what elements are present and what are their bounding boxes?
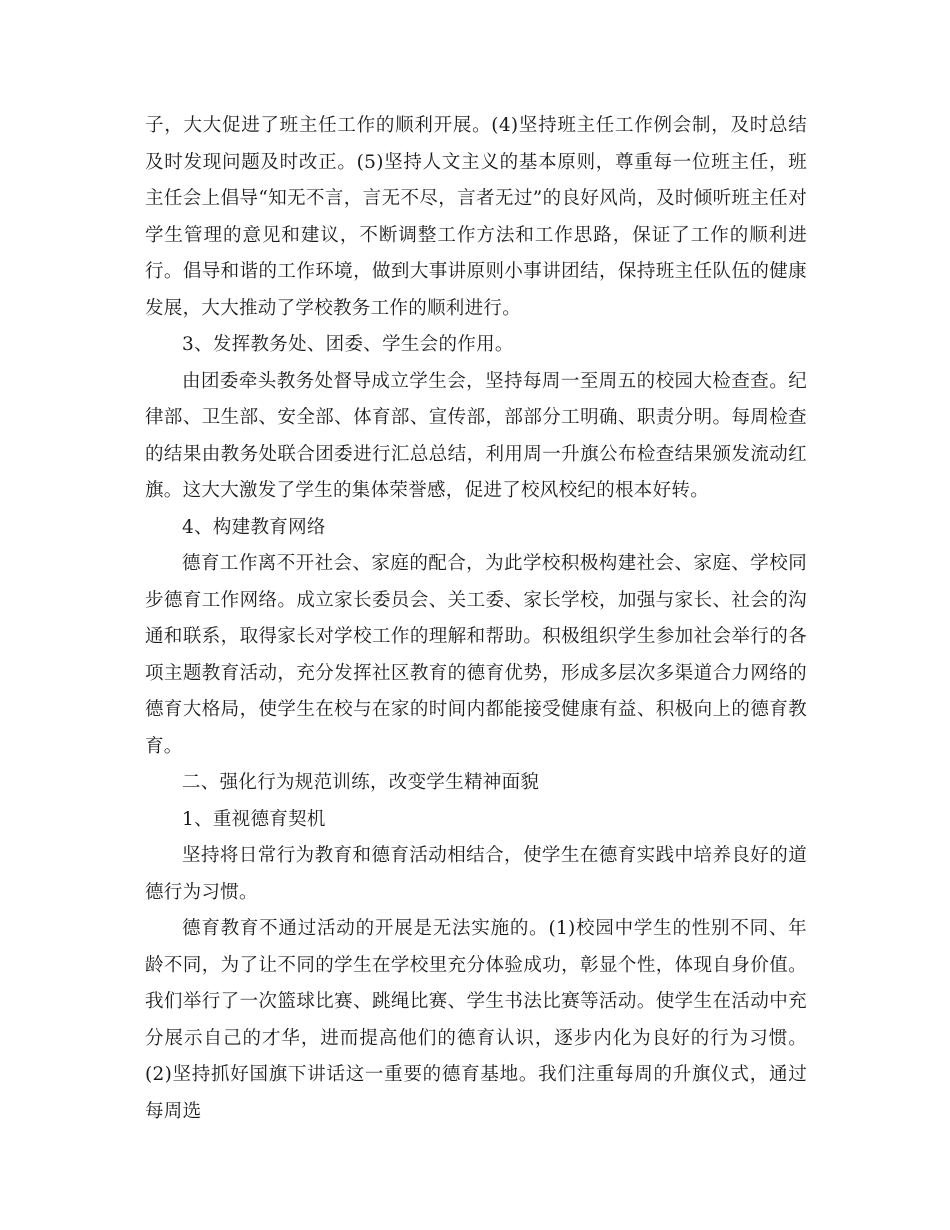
paragraph-5: 德育工作离不开社会、家庭的配合，为此学校积极构建社会、家庭、学校同步德育工作网络。成立家长委员会、关工委、家长学校，加强与家长、社会的沟通和联系，取得家长对学校工作的理解和帮助。积极组织学生参加社会举行的各项主题教育活动，充分发挥社区教育的德育优势，形成多层次多渠道合力网络的德育大格局，使学生在校与在家的时间内都能接受健康有益、积极向上的德育教育。 <box>145 553 807 757</box>
paragraph-1: 子，大大促进了班主任工作的顺利开展。(4)坚持班主任工作例会制，及时总结及时发现问题及时改正。(5)坚持人文主义的基本原则，尊重每一位班主任，班主任会上倡导“知无不言，言无不尽，言者无过”的良好风尚，及时倾听班主任对学生管理的意见和建议，不断调整工作方法和工作思路，保证了工作的顺利进行。倡导和谐的工作环境，做到大事讲原则小事讲团结，保持班主任队伍的健康发展，大大推动了学校教务工作的顺利进行。 <box>145 115 807 319</box>
paragraph-2-heading: 3、发挥教务处、团委、学生会的作用。 <box>182 334 514 355</box>
paragraph-4-heading: 4、构建教育网络 <box>182 516 326 538</box>
paragraph-6-section-heading: 二、强化行为规范训练，改变学生精神面貌 <box>182 772 540 793</box>
paragraph-3: 由团委牵头教务处督导成立学生会，坚持每周一至周五的校园大检查查。纪律部、卫生部、安全部、体育部、宣传部，部部分工明确、职责分明。每周检查的结果由教务处联合团委进行汇总总结，利用周一升旗公布检查结果颁发流动红旗。这大大激发了学生的集体荣誉感，促进了校风校纪的根本好转。 <box>145 370 807 501</box>
document-body <box>145 108 807 1130</box>
paragraph-7-heading: 1、重视德育契机 <box>182 808 326 830</box>
paragraph-9: 德育教育不通过活动的开展是无法实施的。(1)校园中学生的性别不同、年龄不同，为了让不同的学生在学校里充分体验成功，彰显个性，体现自身价值。我们举行了一次篮球比赛、跳绳比赛、学生书法比赛等活动。使学生在活动中充分展示自己的才华，进而提高他们的德育认识，逐步内化为良好的行为习惯。(2)坚持抓好国旗下讲话这一重要的德育基地。我们注重每周的升旗仪式，通过每周选 <box>145 918 807 1122</box>
paragraph-8: 坚持将日常行为教育和德育活动相结合，使学生在德育实践中培养良好的道德行为习惯。 <box>145 845 807 903</box>
